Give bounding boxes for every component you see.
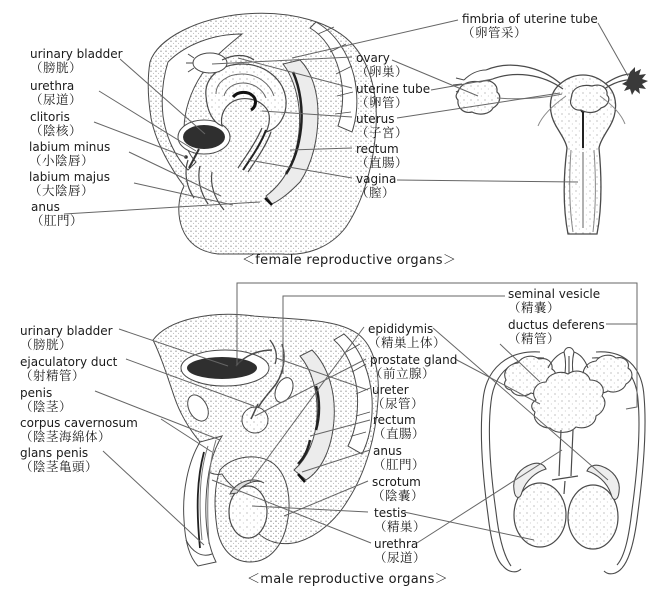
- label-jp: （精巣上体）: [368, 335, 447, 350]
- label-f-urethra: [30, 79, 82, 107]
- label-jp: （射精管）: [20, 368, 86, 383]
- label-m-urinary-bladder: [20, 324, 113, 352]
- label-jp: （陰茎海綿体）: [20, 429, 112, 444]
- leader-f-fimbria-right: [598, 23, 628, 76]
- label-jp: （卵管）: [356, 95, 409, 110]
- label-m-epididymis: [368, 322, 446, 350]
- female-front-right-fimbria: [622, 67, 648, 95]
- label-jp: （直腸）: [356, 155, 409, 170]
- label-f-anus: [31, 200, 83, 228]
- label-en: vagina: [356, 172, 397, 186]
- label-en: labium majus: [29, 170, 110, 184]
- label-en: urethra: [374, 537, 419, 551]
- label-f-vagina: [356, 172, 396, 200]
- label-m-seminal-vesicle: [508, 287, 600, 315]
- label-jp: （尿管）: [372, 396, 425, 411]
- label-jp: （膀胱）: [30, 60, 83, 75]
- label-en: testis: [374, 506, 407, 520]
- label-jp: （陰核）: [30, 123, 83, 138]
- label-jp: （精巣）: [374, 519, 427, 534]
- label-en: ductus deferens: [508, 318, 605, 332]
- female-sagittal-figure: [148, 13, 376, 254]
- female-ovary-shape: [193, 53, 227, 73]
- label-en: seminal vesicle: [508, 287, 601, 301]
- label-m-corpus-cavernosum: [20, 416, 138, 444]
- label-jp: （大陰唇）: [29, 183, 95, 198]
- label-en: rectum: [356, 142, 399, 156]
- label-jp: （肛門）: [31, 213, 84, 228]
- female-front-figure: [453, 65, 648, 234]
- label-m-testis: [374, 506, 426, 534]
- male-front-vas-hooks: [503, 566, 622, 574]
- label-m-anus: [373, 444, 425, 472]
- label-m-glans-penis: [20, 446, 98, 474]
- label-jp: （卵巣）: [356, 64, 409, 79]
- label-m-ductus-deferens: [508, 318, 605, 346]
- male-caption: ＜male reproductive organs＞: [247, 572, 448, 587]
- label-jp: （陰茎）: [20, 399, 73, 414]
- label-en: clitoris: [30, 110, 70, 124]
- female-front-left-ovary: [456, 81, 500, 114]
- label-f-labium-majus: [29, 170, 110, 198]
- label-jp: （陰茎亀頭）: [20, 459, 99, 474]
- female-caption: ＜female reproductive organs＞: [242, 253, 457, 268]
- male-front-urethra-stem: [552, 430, 578, 494]
- label-en: ureter: [372, 383, 409, 397]
- label-m-ejaculatory-duct: [20, 355, 117, 383]
- label-en: rectum: [373, 413, 416, 427]
- label-f-labium-minus: [29, 140, 110, 168]
- label-f-clitoris: [30, 110, 82, 138]
- label-jp: （精嚢）: [508, 300, 561, 315]
- label-f-uterine-tube: [356, 82, 430, 110]
- label-en: scrotum: [372, 475, 421, 489]
- label-en: fimbria of uterine tube: [462, 12, 598, 26]
- label-f-urinary-bladder: [30, 47, 123, 75]
- label-en: urinary bladder: [30, 47, 123, 61]
- label-en: ejaculatory duct: [20, 355, 118, 369]
- label-m-prostate-gland: [370, 353, 457, 381]
- label-en: prostate gland: [370, 353, 458, 367]
- label-jp: （肛門）: [373, 457, 426, 472]
- label-en: penis: [20, 386, 53, 400]
- label-jp: （小陰唇）: [29, 153, 95, 168]
- label-jp: （卵管采）: [462, 25, 528, 40]
- leader-f-vagina-right: [397, 180, 578, 182]
- label-en: anus: [31, 200, 60, 214]
- male-front-right-testis: [568, 485, 618, 549]
- label-en: ovary: [356, 51, 390, 65]
- label-f-ovary: [356, 51, 408, 79]
- label-m-ureter: [372, 383, 424, 411]
- label-en: corpus cavernosum: [20, 416, 138, 430]
- label-en: uterine tube: [356, 82, 431, 96]
- female-front-left-tube: [486, 65, 563, 89]
- label-f-rectum: [356, 142, 408, 170]
- male-bladder-shape: [187, 357, 257, 379]
- female-bladder-shape: [183, 125, 225, 149]
- label-f-fimbria: [462, 12, 598, 40]
- label-m-scrotum: [372, 475, 424, 503]
- label-jp: （膣）: [356, 185, 396, 200]
- male-front-figure: [481, 348, 645, 574]
- label-en: urethra: [30, 79, 75, 93]
- label-jp: （陰嚢）: [372, 488, 425, 503]
- label-jp: （尿道）: [374, 550, 427, 565]
- label-jp: （尿道）: [30, 92, 83, 107]
- label-jp: （精管）: [508, 331, 561, 346]
- label-en: uterus: [356, 112, 395, 126]
- label-m-urethra: [374, 537, 426, 565]
- label-en: epididymis: [368, 322, 434, 336]
- label-m-rectum: [373, 413, 425, 441]
- label-jp: （子宮）: [356, 125, 409, 140]
- label-en: anus: [373, 444, 402, 458]
- label-jp: （直腸）: [373, 426, 426, 441]
- label-jp: （前立腺）: [370, 366, 436, 381]
- label-jp: （膀胱）: [20, 337, 73, 352]
- label-en: labium minus: [29, 140, 111, 154]
- label-m-penis: [20, 386, 72, 414]
- label-en: glans penis: [20, 446, 89, 460]
- label-f-uterus: [356, 112, 408, 140]
- label-en: urinary bladder: [20, 324, 113, 338]
